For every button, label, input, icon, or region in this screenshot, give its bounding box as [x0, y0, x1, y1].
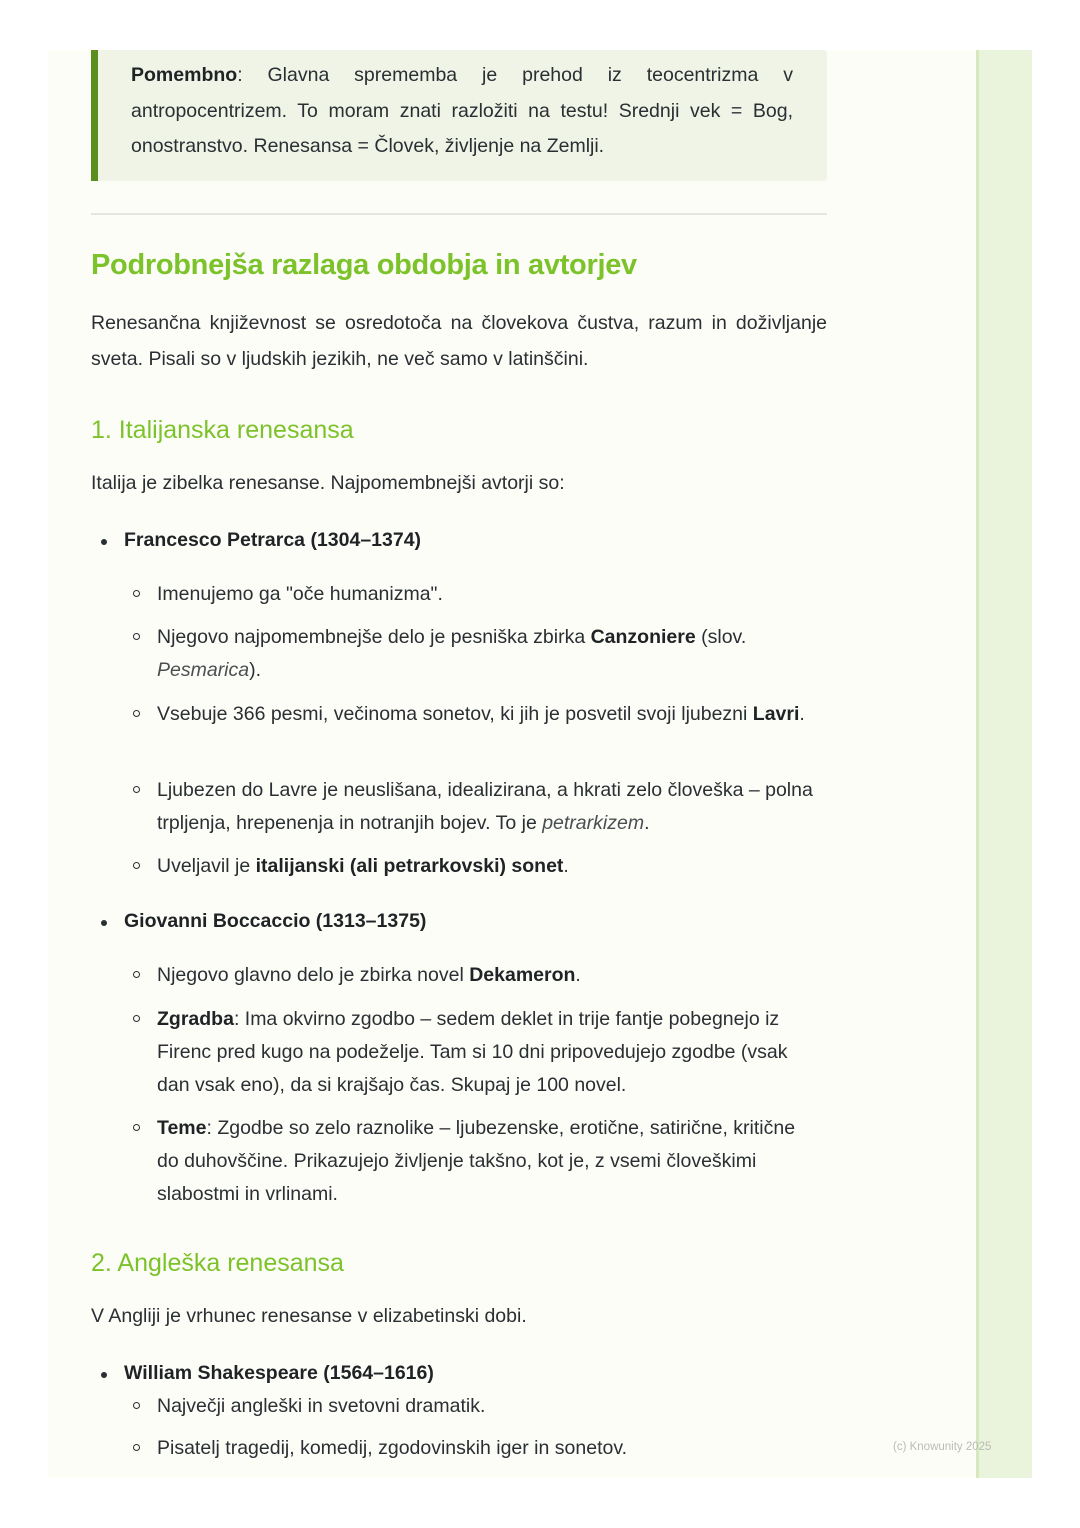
section-title: Podrobnejša razlaga obdobja in avtorjev — [91, 249, 637, 281]
petrarca-item-1: Imenujemo ga "oče humanizma". — [157, 578, 817, 611]
petrarca-item-4: Ljubezen do Lavre je neuslišana, idealizirana, a hkrati zelo človeška – polna trpljenja, hrepenenja in notranjih bojev. To je petrarkizem. — [157, 774, 817, 840]
shakespeare-item-2: Pisatelj tragedij, komedij, zgodovinskih iger in sonetov. — [157, 1432, 817, 1465]
section-divider — [91, 213, 827, 215]
watermark: (c) Knowunity 2025 — [893, 1441, 992, 1453]
petrarca-item-3: Vsebuje 366 pesmi, večinoma sonetov, ki jih je posvetil svoji ljubezni Lavri. — [157, 698, 817, 731]
callout-label: Pomembno — [131, 64, 238, 86]
boccaccio-item-3: Teme: Zgodbe so zelo raznolike – ljubezenske, erotične, satirične, kritične do duhovščine. Prikazujejo življenje takšno, kot je, z vsemi človeškimi slabostmi in vrlinami. — [157, 1112, 817, 1211]
english-intro: V Angliji je vrhunec renesanse v elizabetinski dobi. — [91, 1305, 527, 1327]
callout-text: : Glavna sprememba je prehod iz teocentrizma v antropocentrizem. To moram znati razložiti na testu! Srednji vek = Bog, onostranstvo. Renesansa = Človek, življenje na Zemlji. — [131, 64, 793, 157]
shakespeare-item-1: Največji angleški in svetovni dramatik. — [157, 1390, 817, 1423]
author-boccaccio: Giovanni Boccaccio (1313–1375) — [124, 910, 427, 932]
important-callout — [91, 50, 827, 181]
author-shakespeare: William Shakespeare (1564–1616) — [124, 1362, 434, 1384]
boccaccio-item-2: Zgradba: Ima okvirno zgodbo – sedem deklet in trije fantje pobegnejo iz Firenc pred kugo na podeželje. Tam si 10 dni pripovedujejo zgodbe (vsak dan vsak eno), da si krajšajo čas. Skupaj je 100 novel. — [157, 1003, 817, 1102]
petrarca-item-5: Uveljavil je italijanski (ali petrarkovski) sonet. — [157, 850, 817, 883]
english-heading: 2. Angleška renesansa — [91, 1249, 344, 1277]
petrarca-item-2: Njegovo najpomembnejše delo je pesniška zbirka Canzoniere (slov. Pesmarica). — [157, 621, 817, 687]
section-intro: Renesančna književnost se osredotoča na človekova čustva, razum in doživljanje sveta. Pisali so v ljudskih jezikih, ne več samo v latinščini. — [91, 312, 827, 370]
boccaccio-item-1: Njegovo glavno delo je zbirka novel Dekameron. — [157, 959, 817, 992]
author-petrarca: Francesco Petrarca (1304–1374) — [124, 529, 422, 551]
side-margin-strip — [976, 50, 1032, 1478]
italian-heading: 1. Italijanska renesansa — [91, 416, 354, 444]
italian-intro: Italija je zibelka renesanse. Najpomembnejši avtorji so: — [91, 472, 565, 494]
side-margin-line — [976, 50, 979, 1478]
